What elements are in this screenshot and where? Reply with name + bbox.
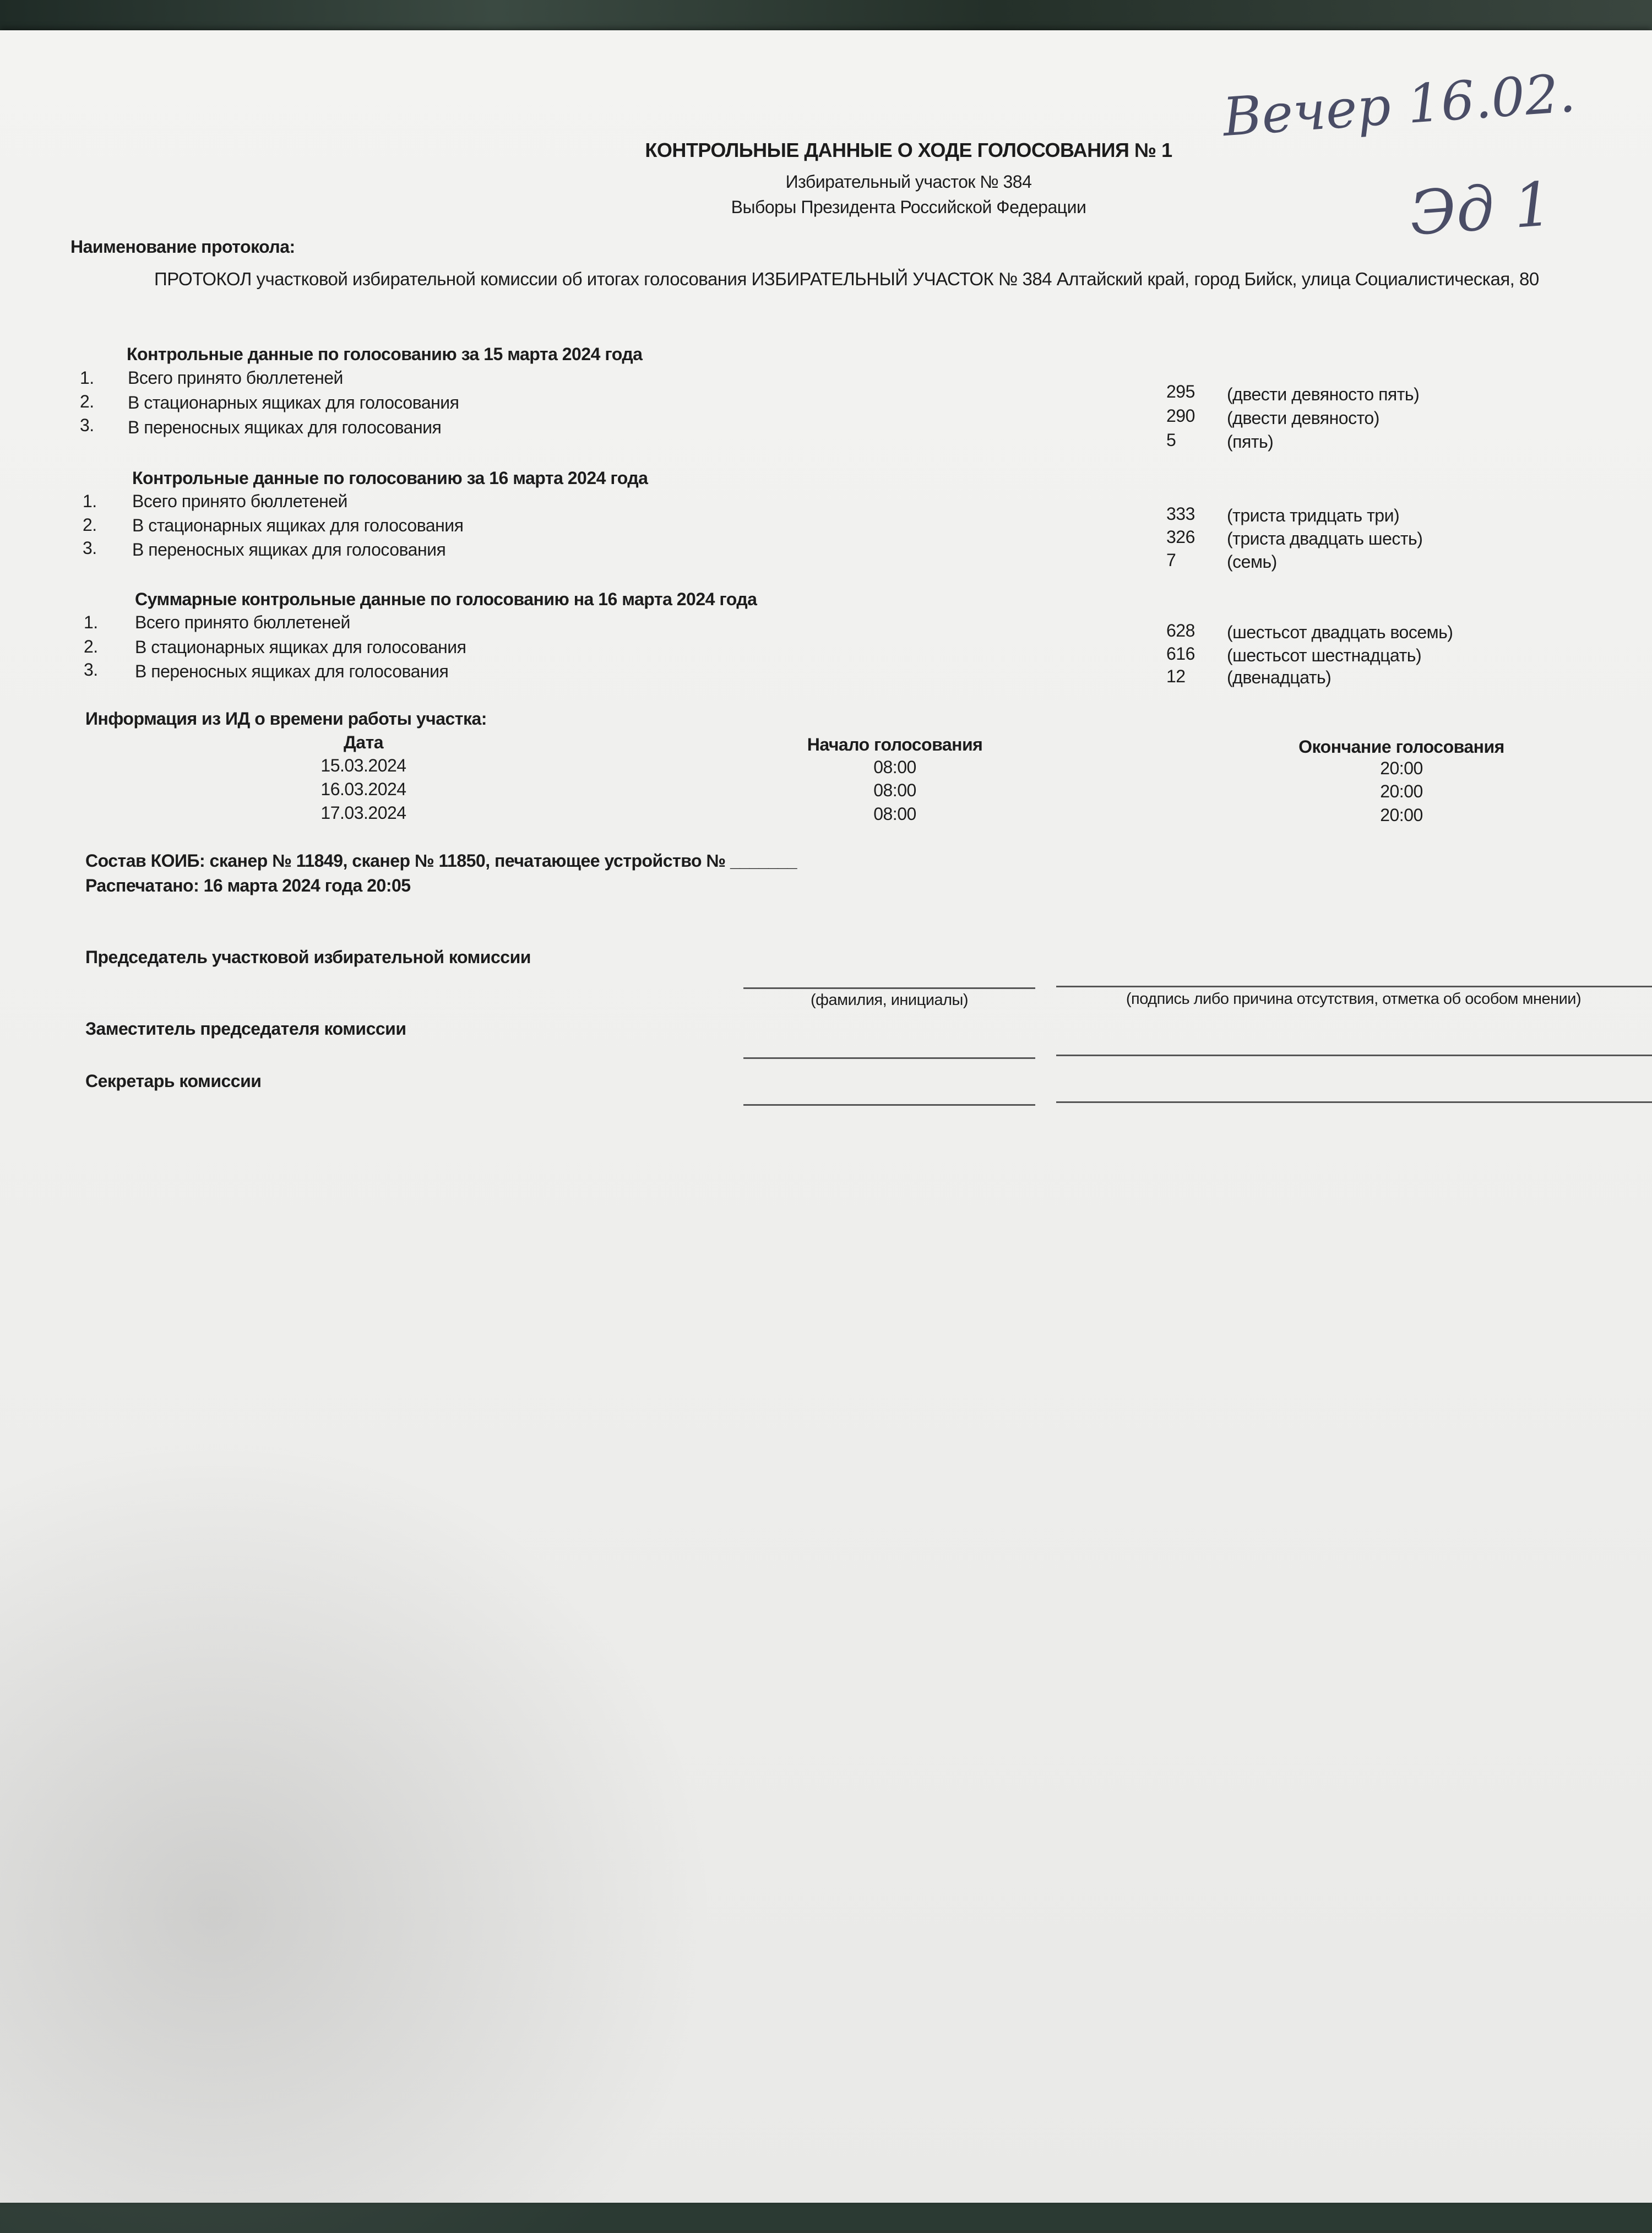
row-number: 2. [84,637,98,656]
row-number: 1. [80,368,94,388]
hours-end: 20:00 [1380,805,1423,825]
row-label: В переносных ящиках для голосования [132,540,446,559]
document-title: КОНТРОЛЬНЫЕ ДАННЫЕ О ХОДЕ ГОЛОСОВАНИЯ № 1 [645,139,1172,161]
row-value: 290 [1166,406,1195,426]
signature-line [1056,1101,1652,1103]
hours-date: 15.03.2024 [320,756,406,775]
hours-date: 17.03.2024 [320,803,406,823]
name-line [743,1104,1035,1106]
protocol-name: ПРОТОКОЛ участковой избирательной комиссии об итогах голосования ИЗБИРАТЕЛЬНЫЙ УЧАСТОК № 384 Алтайский край, город Бийск, улица Социалистическая, 80 [154,269,1539,289]
row-label: В стационарных ящиках для голосования [135,637,466,657]
row-value: 12 [1166,666,1186,686]
section-title: Контрольные данные по голосованию за 15 марта 2024 года [127,344,643,364]
hours-column-header: Дата [343,732,384,752]
hours-title: Информация из ИД о времени работы участка: [85,709,487,729]
hours-column-header: Начало голосования [807,735,983,754]
row-label: В стационарных ящиках для голосования [128,393,459,412]
koib-info: Состав КОИБ: сканер № 11849, сканер № 11850, печатающее устройство № _______ [85,851,797,871]
printed-timestamp: Распечатано: 16 марта 2024 года 20:05 [85,876,411,895]
signature-caption: (подпись либо причина отсутствия, отметка об особом мнении) [1126,990,1582,1008]
row-value: 333 [1166,504,1195,524]
election-subtitle: Выборы Президента Российской Федерации [731,197,1086,217]
document-page [0,30,1652,2203]
row-label: Всего принято бюллетеней [128,368,343,388]
name-caption: (фамилия, инициалы) [811,991,968,1009]
row-value-words: (двести девяносто пять) [1227,384,1420,404]
row-value-words: (шестьсот двадцать восемь) [1227,622,1453,642]
section-title: Суммарные контрольные данные по голосованию на 16 марта 2024 года [135,589,757,609]
row-value: 5 [1166,430,1176,450]
row-number: 3. [84,660,98,680]
row-value-words: (шестьсот шестнадцать) [1227,645,1422,665]
hours-start: 08:00 [873,804,916,824]
row-label: Всего принято бюллетеней [135,612,350,632]
row-number: 3. [80,415,94,435]
row-number: 2. [83,515,97,535]
row-label: В переносных ящиках для голосования [128,417,442,437]
row-value: 326 [1166,527,1195,547]
row-label: В переносных ящиках для голосования [135,661,449,681]
signature-line [1056,986,1652,987]
secretary-label: Секретарь комиссии [85,1071,262,1091]
hours-end: 20:00 [1380,781,1423,801]
row-value-words: (двести девяносто) [1227,408,1379,428]
row-value-words: (триста тридцать три) [1227,506,1400,525]
row-number: 2. [80,392,94,411]
hours-column-header: Окончание голосования [1298,737,1504,757]
chairman-label: Председатель участковой избирательной комиссии [85,947,531,967]
hours-date: 16.03.2024 [320,779,406,799]
row-number: 1. [83,491,97,511]
protocol-label: Наименование протокола: [70,237,295,257]
deputy-label: Заместитель председателя комиссии [85,1019,406,1039]
row-label: Всего принято бюллетеней [132,491,347,511]
row-value: 616 [1166,644,1195,664]
row-label: В стационарных ящиках для голосования [132,515,464,535]
hours-start: 08:00 [873,757,916,777]
row-value: 295 [1166,382,1195,401]
handwritten-note: Вечер 16.02. [1220,62,1578,149]
name-line [743,987,1035,989]
hours-end: 20:00 [1380,758,1423,778]
row-value-words: (двенадцать) [1227,667,1332,687]
precinct-subtitle: Избирательный участок № 384 [785,172,1032,192]
row-value-words: (семь) [1227,552,1277,572]
row-number: 1. [84,612,98,632]
row-value-words: (пять) [1227,432,1274,452]
row-value: 628 [1166,621,1195,640]
row-value: 7 [1166,550,1176,570]
hours-start: 08:00 [873,780,916,800]
name-line [743,1057,1035,1059]
row-number: 3. [83,538,97,558]
signature-line [1056,1055,1652,1056]
row-value-words: (триста двадцать шесть) [1227,529,1423,548]
section-title: Контрольные данные по голосованию за 16 марта 2024 года [132,468,648,488]
handwritten-note-2: Эд 1 [1407,169,1555,249]
shadow [0,1435,716,2233]
